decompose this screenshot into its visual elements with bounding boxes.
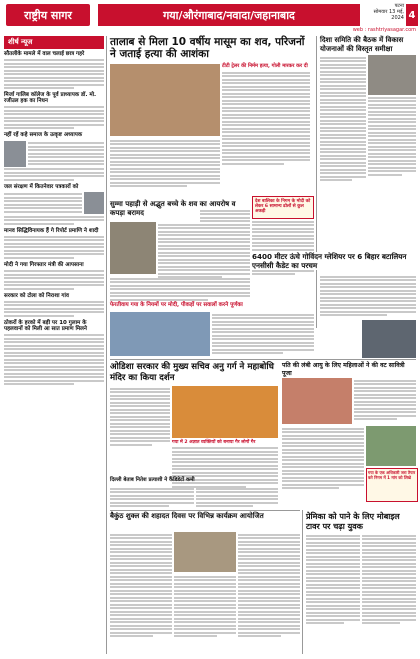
bottom-left-story xyxy=(110,478,278,486)
left-story-4 xyxy=(4,184,104,225)
newspaper-logo: राष्ट्रीय सागर xyxy=(6,4,90,26)
story-headline: ठोकरों के हरको में बड़ी पर 10 गुलाम के पहलवानों को मिली आ सात प्रमाण मिलने xyxy=(4,319,87,332)
bottom-center-body-3 xyxy=(174,574,236,639)
highlight-box xyxy=(252,196,314,219)
story-headline: जल संरक्षण में कितनेवार पत्रकारों को xyxy=(4,183,79,190)
right-wide-body xyxy=(354,378,416,422)
story-headline: मोदी ने गया गिरफ्तार मंत्री की आपसाना xyxy=(4,261,84,268)
bottom-center-story xyxy=(110,512,300,523)
left-story-6 xyxy=(4,262,104,290)
center-wide-subheadline: गया में 2 अज्ञात व्यक्तियों को बनाया गैर लोगों गैर xyxy=(172,440,256,445)
left-column xyxy=(4,36,104,654)
section-divider xyxy=(110,510,300,511)
story-headline: मानव सिद्धिविनायक हैं गे रिपोर्ट प्रमाणि ने शादी xyxy=(4,227,99,234)
bottom-center-headline: बैकुंठ शुक्ल की शहादत दिवस पर विभिन्न कार्यक्रम आयोजित xyxy=(110,512,264,520)
masthead xyxy=(0,0,420,34)
story-3-subheadline: फेरतीवाय गया के नियमों पर मोदी, पीकड़ों पर सवालों करने पूर्णका xyxy=(110,302,243,308)
story-3-body xyxy=(212,312,314,356)
pooja-photo xyxy=(366,426,416,466)
section-divider xyxy=(110,359,416,360)
story-3b xyxy=(110,302,314,310)
right-mid-headline: 6400 मीटर ऊंचे गोविंदन ग्लेशियर पर 6 बिहार बटालियन एनसीसी कैडेट का परचम xyxy=(252,252,416,270)
bottom-left-body-2 xyxy=(196,486,278,509)
lead-headline: तालाब से मिला 10 वर्षीय मासूम का शव, परिजनों ने जताई हत्या की आशंका xyxy=(110,36,305,60)
column-divider xyxy=(316,36,317,328)
left-story-7 xyxy=(4,293,104,317)
edition-banner: गया/औरंगाबाद/नवादा/जहानाबाद xyxy=(98,4,360,26)
left-story-8 xyxy=(4,320,104,385)
story-3-photo xyxy=(110,312,210,356)
column-divider xyxy=(106,36,107,654)
bottom-center-body-2 xyxy=(238,532,300,639)
column-divider xyxy=(302,510,303,654)
date-block xyxy=(364,3,404,21)
date: सोमवार 13 मई, 2024 xyxy=(373,9,404,21)
temple-visit-photo xyxy=(172,386,278,438)
lead-body xyxy=(110,138,220,189)
bottom-right-story xyxy=(306,512,416,626)
lead-text xyxy=(222,64,310,166)
right-top-story xyxy=(320,36,416,183)
left-story-3 xyxy=(4,132,104,180)
bottom-left-headline: दिल्ली बेताब नितेश प्रत्याशी ने कैंडिडेटों कमी xyxy=(110,477,195,483)
bottom-left-body xyxy=(110,486,194,509)
meeting-photo xyxy=(368,55,416,95)
tribute-photo xyxy=(174,532,236,572)
story-2-photo xyxy=(110,222,156,274)
website: web : rashtriyasagar.com xyxy=(352,27,416,33)
left-story-5 xyxy=(4,228,104,259)
ad-text: गया के एक अधिकारी जरा तैयार करे निगम में 1 मांग को लिखे xyxy=(368,470,416,480)
lead-photo xyxy=(110,64,220,136)
vat-savitri-photo xyxy=(282,378,352,424)
right-mid-story xyxy=(252,252,416,272)
portrait-photo xyxy=(84,192,104,214)
right-wide-body-2 xyxy=(282,426,364,491)
bottom-right-headline: प्रेमिका को पाने के लिए मोबाइल टावर पर चढ़ा युवक xyxy=(306,512,400,531)
story-3-sub xyxy=(200,208,250,248)
center-wide-headline: ओडिशा सरकार की मुख्य सचिव अनु गर्ग ने महाबोधि मंदिर का किया दर्शन xyxy=(110,362,274,383)
story-headline: मिर्जा गालिब कॉलेज के पूर्व प्राध्यापक डॉ. मो. रजीउल हक का निधन xyxy=(4,92,97,105)
right-top-headline: दिशा समिति की बैठक में विकास योजनाओं की विस्तृत समीक्षा xyxy=(320,36,404,53)
right-wide-story xyxy=(282,362,416,379)
ncc-photo xyxy=(362,320,416,358)
story-headline: सरकार को टोला को निराशा गांव xyxy=(4,292,69,299)
lead-subheadline: टीटी ट्रेलर की निर्मम हत्या, गोली मारकर कर दी xyxy=(222,63,308,69)
left-story-1 xyxy=(4,51,104,89)
story-2-headline: सुम्मा पहाड़ी से अद्भुत बच्चे के शव का आयरोष व कपड़ा बरामद xyxy=(110,200,236,217)
left-story-2 xyxy=(4,92,104,129)
right-mid-body xyxy=(320,274,416,318)
section-heading: शीर्ष न्यूज xyxy=(4,36,104,49)
date-line: पटना xyxy=(394,3,404,9)
portrait-photo xyxy=(4,141,26,167)
story-headline: नहीं रहें कहे समाज के उत्कृष्ट अध्यापक xyxy=(4,132,83,139)
story-3-headline: देश बालिका के निगम के मोदी को लेकर 6 सामान्य ढोलों से कुल अकड़ी xyxy=(255,199,311,215)
page-number: 4 xyxy=(406,4,418,26)
bottom-center-body xyxy=(110,532,172,639)
story-headline: सौतलीके मामले में वाल चलाई छात्र गहरे xyxy=(4,51,85,57)
center-wide-body xyxy=(110,386,170,447)
center-wide-story xyxy=(110,362,278,385)
story-2-body-2 xyxy=(110,276,250,302)
advertisement-box xyxy=(366,468,418,502)
right-wide-headline: पति की लंबी आयु के लिए महिलाओं ने की वट सावित्री पूजा xyxy=(282,362,405,377)
